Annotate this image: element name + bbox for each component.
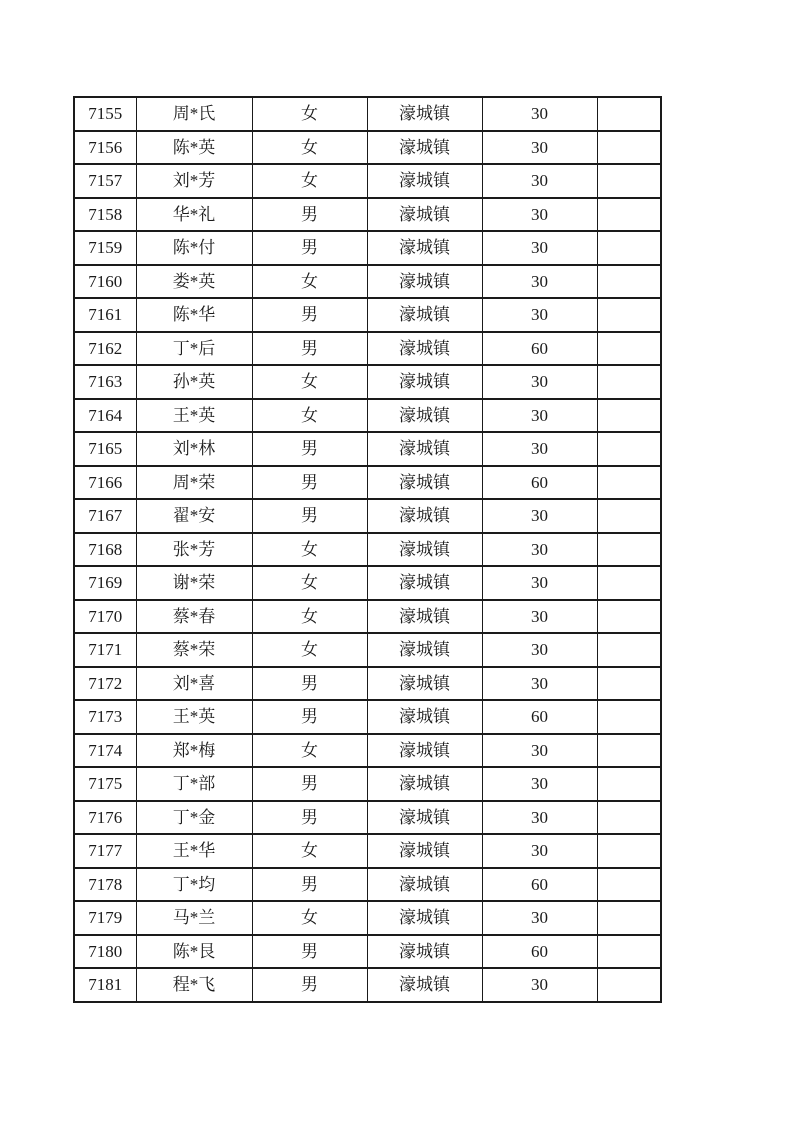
- cell-town: 濠城镇: [367, 332, 482, 366]
- cell-note: [597, 600, 661, 634]
- cell-gender: 男: [252, 499, 367, 533]
- cell-town: 濠城镇: [367, 97, 482, 131]
- cell-name: 翟*安: [136, 499, 252, 533]
- cell-town: 濠城镇: [367, 566, 482, 600]
- cell-town: 濠城镇: [367, 734, 482, 768]
- table-row: [74, 600, 661, 634]
- cell-amount: 30: [482, 801, 597, 835]
- cell-serial: 7179: [74, 901, 136, 935]
- cell-name: 程*飞: [136, 968, 252, 1002]
- cell-name: 刘*芳: [136, 164, 252, 198]
- cell-town: 濠城镇: [367, 667, 482, 701]
- cell-name: 郑*梅: [136, 734, 252, 768]
- cell-town: 濠城镇: [367, 767, 482, 801]
- cell-gender: 男: [252, 466, 367, 500]
- cell-serial: 7162: [74, 332, 136, 366]
- cell-amount: 30: [482, 298, 597, 332]
- cell-amount: 30: [482, 533, 597, 567]
- cell-gender: 女: [252, 600, 367, 634]
- cell-note: [597, 499, 661, 533]
- cell-amount: 30: [482, 231, 597, 265]
- cell-note: [597, 198, 661, 232]
- cell-town: 濠城镇: [367, 265, 482, 299]
- cell-note: [597, 265, 661, 299]
- cell-name: 陈*英: [136, 131, 252, 165]
- cell-amount: 30: [482, 265, 597, 299]
- cell-amount: 30: [482, 399, 597, 433]
- cell-name: 王*英: [136, 399, 252, 433]
- cell-note: [597, 298, 661, 332]
- cell-serial: 7181: [74, 968, 136, 1002]
- cell-town: 濠城镇: [367, 801, 482, 835]
- table-row: [74, 935, 661, 969]
- table-row: [74, 734, 661, 768]
- cell-amount: 30: [482, 767, 597, 801]
- cell-serial: 7169: [74, 566, 136, 600]
- cell-gender: 女: [252, 566, 367, 600]
- cell-gender: 男: [252, 968, 367, 1002]
- cell-name: 王*华: [136, 834, 252, 868]
- cell-gender: 女: [252, 265, 367, 299]
- cell-name: 谢*荣: [136, 566, 252, 600]
- table-row: [74, 767, 661, 801]
- cell-amount: 30: [482, 432, 597, 466]
- cell-serial: 7165: [74, 432, 136, 466]
- table-row: [74, 231, 661, 265]
- table-body: [74, 97, 661, 1002]
- cell-name: 丁*均: [136, 868, 252, 902]
- cell-town: 濠城镇: [367, 834, 482, 868]
- cell-note: [597, 97, 661, 131]
- cell-serial: 7168: [74, 533, 136, 567]
- cell-serial: 7170: [74, 600, 136, 634]
- table-row: [74, 332, 661, 366]
- cell-gender: 女: [252, 834, 367, 868]
- cell-town: 濠城镇: [367, 968, 482, 1002]
- cell-gender: 男: [252, 667, 367, 701]
- cell-note: [597, 633, 661, 667]
- table-row: [74, 365, 661, 399]
- cell-note: [597, 131, 661, 165]
- table-row: [74, 868, 661, 902]
- cell-name: 周*氏: [136, 97, 252, 131]
- cell-town: 濠城镇: [367, 164, 482, 198]
- cell-gender: 女: [252, 399, 367, 433]
- cell-amount: 30: [482, 667, 597, 701]
- cell-gender: 男: [252, 332, 367, 366]
- cell-gender: 男: [252, 700, 367, 734]
- cell-amount: 30: [482, 566, 597, 600]
- table-row: [74, 901, 661, 935]
- cell-gender: 女: [252, 365, 367, 399]
- table-row: [74, 131, 661, 165]
- cell-serial: 7178: [74, 868, 136, 902]
- cell-town: 濠城镇: [367, 499, 482, 533]
- cell-town: 濠城镇: [367, 633, 482, 667]
- table-row: [74, 198, 661, 232]
- cell-amount: 30: [482, 97, 597, 131]
- cell-amount: 60: [482, 332, 597, 366]
- cell-name: 陈*艮: [136, 935, 252, 969]
- cell-amount: 60: [482, 700, 597, 734]
- table-row: [74, 700, 661, 734]
- beneficiary-table: [73, 96, 662, 1003]
- cell-town: 濠城镇: [367, 466, 482, 500]
- cell-serial: 7167: [74, 499, 136, 533]
- cell-name: 华*礼: [136, 198, 252, 232]
- cell-town: 濠城镇: [367, 533, 482, 567]
- table-row: [74, 834, 661, 868]
- table-row: [74, 432, 661, 466]
- table-row: [74, 968, 661, 1002]
- cell-gender: 男: [252, 935, 367, 969]
- table-row: [74, 164, 661, 198]
- cell-serial: 7180: [74, 935, 136, 969]
- cell-note: [597, 399, 661, 433]
- table-row: [74, 265, 661, 299]
- cell-serial: 7174: [74, 734, 136, 768]
- cell-note: [597, 968, 661, 1002]
- cell-amount: 30: [482, 834, 597, 868]
- cell-name: 陈*华: [136, 298, 252, 332]
- cell-town: 濠城镇: [367, 198, 482, 232]
- cell-note: [597, 231, 661, 265]
- cell-note: [597, 466, 661, 500]
- cell-name: 孙*英: [136, 365, 252, 399]
- cell-serial: 7173: [74, 700, 136, 734]
- cell-serial: 7171: [74, 633, 136, 667]
- cell-serial: 7177: [74, 834, 136, 868]
- cell-amount: 30: [482, 198, 597, 232]
- cell-name: 周*荣: [136, 466, 252, 500]
- cell-amount: 30: [482, 365, 597, 399]
- cell-amount: 30: [482, 968, 597, 1002]
- table-row: [74, 298, 661, 332]
- cell-amount: 60: [482, 868, 597, 902]
- cell-serial: 7159: [74, 231, 136, 265]
- cell-town: 濠城镇: [367, 901, 482, 935]
- cell-gender: 男: [252, 298, 367, 332]
- cell-name: 刘*喜: [136, 667, 252, 701]
- cell-name: 马*兰: [136, 901, 252, 935]
- cell-gender: 女: [252, 734, 367, 768]
- cell-amount: 30: [482, 131, 597, 165]
- cell-amount: 60: [482, 935, 597, 969]
- cell-name: 张*芳: [136, 533, 252, 567]
- table-row: [74, 97, 661, 131]
- cell-note: [597, 365, 661, 399]
- cell-town: 濠城镇: [367, 365, 482, 399]
- cell-amount: 30: [482, 633, 597, 667]
- cell-serial: 7163: [74, 365, 136, 399]
- cell-note: [597, 533, 661, 567]
- cell-gender: 男: [252, 868, 367, 902]
- cell-amount: 30: [482, 734, 597, 768]
- cell-name: 陈*付: [136, 231, 252, 265]
- cell-gender: 男: [252, 432, 367, 466]
- cell-amount: 30: [482, 164, 597, 198]
- cell-gender: 女: [252, 131, 367, 165]
- cell-amount: 30: [482, 499, 597, 533]
- cell-town: 濠城镇: [367, 432, 482, 466]
- table-row: [74, 667, 661, 701]
- cell-note: [597, 801, 661, 835]
- cell-town: 濠城镇: [367, 231, 482, 265]
- cell-amount: 30: [482, 600, 597, 634]
- cell-name: 王*英: [136, 700, 252, 734]
- table-row: [74, 566, 661, 600]
- cell-note: [597, 868, 661, 902]
- cell-serial: 7176: [74, 801, 136, 835]
- cell-serial: 7160: [74, 265, 136, 299]
- cell-amount: 30: [482, 901, 597, 935]
- cell-note: [597, 734, 661, 768]
- cell-serial: 7166: [74, 466, 136, 500]
- cell-amount: 60: [482, 466, 597, 500]
- cell-serial: 7161: [74, 298, 136, 332]
- table-row: [74, 801, 661, 835]
- cell-note: [597, 834, 661, 868]
- cell-town: 濠城镇: [367, 935, 482, 969]
- cell-name: 刘*林: [136, 432, 252, 466]
- cell-name: 蔡*荣: [136, 633, 252, 667]
- cell-town: 濠城镇: [367, 131, 482, 165]
- cell-gender: 女: [252, 533, 367, 567]
- cell-serial: 7158: [74, 198, 136, 232]
- table-row: [74, 533, 661, 567]
- table-row: [74, 466, 661, 500]
- cell-gender: 男: [252, 231, 367, 265]
- cell-note: [597, 935, 661, 969]
- cell-gender: 女: [252, 97, 367, 131]
- cell-note: [597, 566, 661, 600]
- cell-name: 丁*后: [136, 332, 252, 366]
- cell-name: 娄*英: [136, 265, 252, 299]
- cell-note: [597, 164, 661, 198]
- cell-name: 丁*部: [136, 767, 252, 801]
- cell-note: [597, 700, 661, 734]
- cell-town: 濠城镇: [367, 868, 482, 902]
- cell-serial: 7157: [74, 164, 136, 198]
- table-row: [74, 633, 661, 667]
- table-row: [74, 399, 661, 433]
- cell-town: 濠城镇: [367, 600, 482, 634]
- cell-note: [597, 332, 661, 366]
- cell-town: 濠城镇: [367, 399, 482, 433]
- cell-note: [597, 432, 661, 466]
- cell-name: 丁*金: [136, 801, 252, 835]
- cell-gender: 男: [252, 198, 367, 232]
- cell-town: 濠城镇: [367, 298, 482, 332]
- cell-serial: 7172: [74, 667, 136, 701]
- cell-serial: 7175: [74, 767, 136, 801]
- cell-note: [597, 767, 661, 801]
- cell-serial: 7156: [74, 131, 136, 165]
- cell-serial: 7155: [74, 97, 136, 131]
- cell-gender: 男: [252, 801, 367, 835]
- cell-note: [597, 667, 661, 701]
- cell-serial: 7164: [74, 399, 136, 433]
- cell-gender: 女: [252, 633, 367, 667]
- cell-gender: 女: [252, 164, 367, 198]
- cell-gender: 女: [252, 901, 367, 935]
- cell-note: [597, 901, 661, 935]
- cell-gender: 男: [252, 767, 367, 801]
- cell-name: 蔡*春: [136, 600, 252, 634]
- table-row: [74, 499, 661, 533]
- cell-town: 濠城镇: [367, 700, 482, 734]
